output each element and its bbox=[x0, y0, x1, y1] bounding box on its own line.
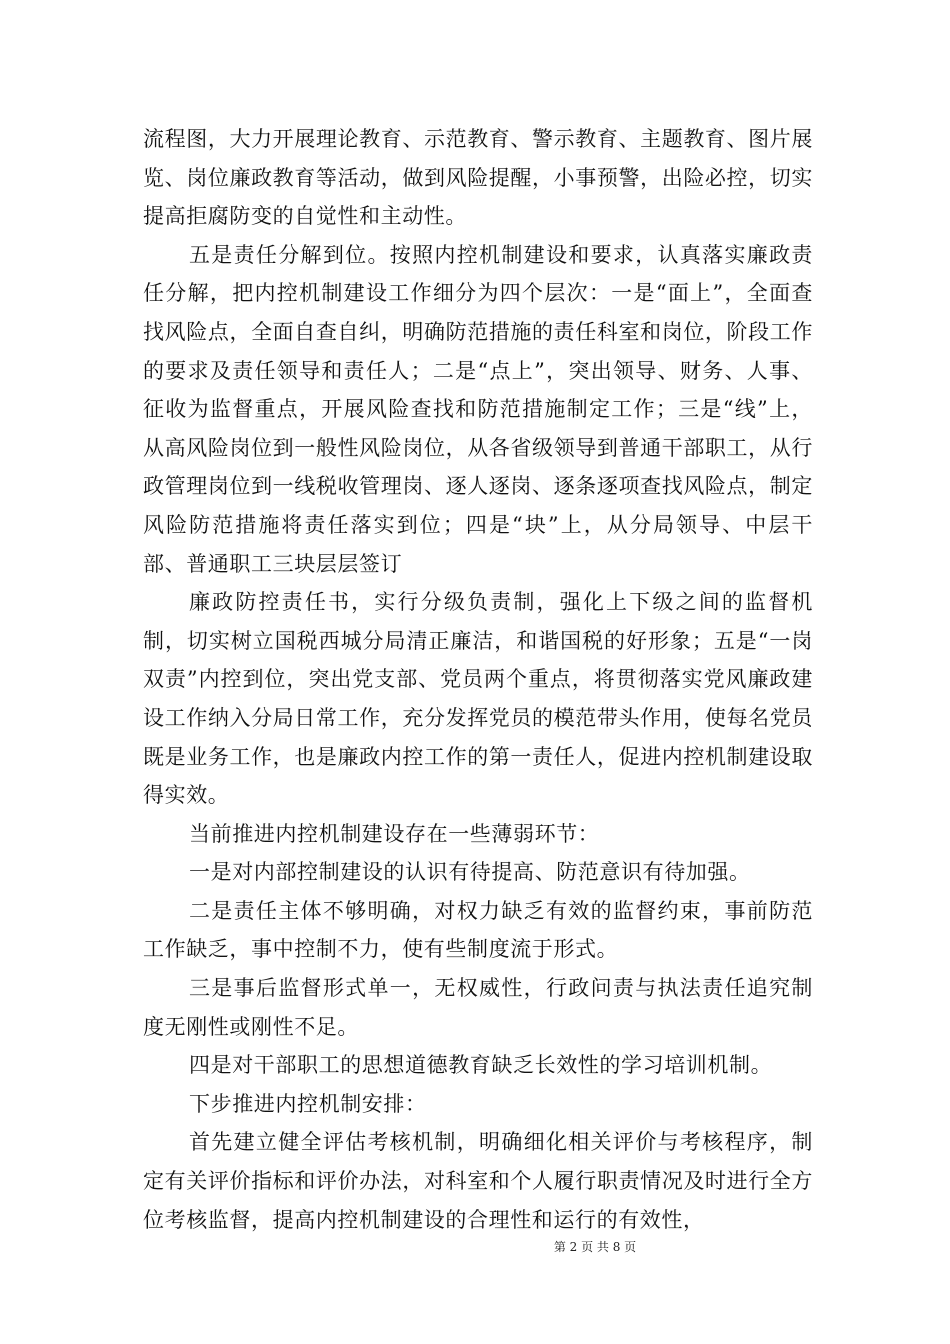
paragraph-next-step-1: 首先建立健全评估考核机制，明确细化相关评价与考核程序，制定有关评价指标和评价办法，对科室和个人履行职责情况及时进行全方位考核监督，提高内控机制建设的合理性和运行的有效性， bbox=[143, 1130, 813, 1232]
page-number: 第 2 页 共 8 页 bbox=[553, 1240, 637, 1254]
paragraph-weaknesses-intro: 当前推进内控机制建设存在一些薄弱环节： bbox=[189, 821, 600, 846]
paragraph-continuation: 流程图，大力开展理论教育、示范教育、警示教育、主题教育、图片展览、岗位廉政教育等活动，做到风险提醒，小事预警，出险必控，切实提高拒腐防变的自觉性和主动性。 bbox=[143, 127, 813, 229]
paragraph-weakness-2: 二是责任主体不够明确，对权力缺乏有效的监督约束，事前防范工作缺乏，事中控制不力，使有些制度流于形式。 bbox=[143, 898, 813, 962]
paragraph-weakness-3: 三是事后监督形式单一，无权威性，行政问责与执法责任追究制度无刚性或刚性不足。 bbox=[143, 976, 813, 1039]
paragraph-next-steps-intro: 下步推进内控机制安排： bbox=[189, 1091, 427, 1116]
page-footer bbox=[0, 1238, 950, 1255]
paragraph-accountability: 廉政防控责任书，实行分级负责制，强化上下级之间的监督机制，切实树立国税西城分局清正廉洁，和谐国税的好形象；五是“一岗双责”内控到位，突出党支部、党员两个重点，将贯彻落实党风廉政建设工作纳入分局日常工作，充分发挥党员的模范带头作用，使每名党员既是业务工作，也是廉政内控工作的第一责任人，促进内控机制建设取得实效。 bbox=[143, 590, 813, 808]
document-body bbox=[143, 120, 813, 1239]
paragraph-weakness-4: 四是对干部职工的思想道德教育缺乏长效性的学习培训机制。 bbox=[189, 1053, 773, 1078]
paragraph-responsibility: 五是责任分解到位。按照内控机制建设和要求，认真落实廉政责任分解，把内控机制建设工作细分为四个层次：一是“面上”，全面查找风险点，全面自查自纠，明确防范措施的责任科室和岗位，阶段工作的要求及责任领导和责任人；二是“点上”，突出领导、财务、人事、征收为监督重点，开展风险查找和防范措施制定工作；三是“线”上，从高风险岗位到一般性风险岗位，从各省级领导到普通干部职工，从行政管理岗位到一线税收管理岗、逐人逐岗、逐条逐项查找风险点，制定风险防范措施将责任落实到位；四是“块”上，从分局领导、中层干部、普通职工三块层层签订 bbox=[143, 242, 813, 576]
paragraph-weakness-1: 一是对内部控制建设的认识有待提高、防范意识有待加强。 bbox=[189, 860, 751, 885]
